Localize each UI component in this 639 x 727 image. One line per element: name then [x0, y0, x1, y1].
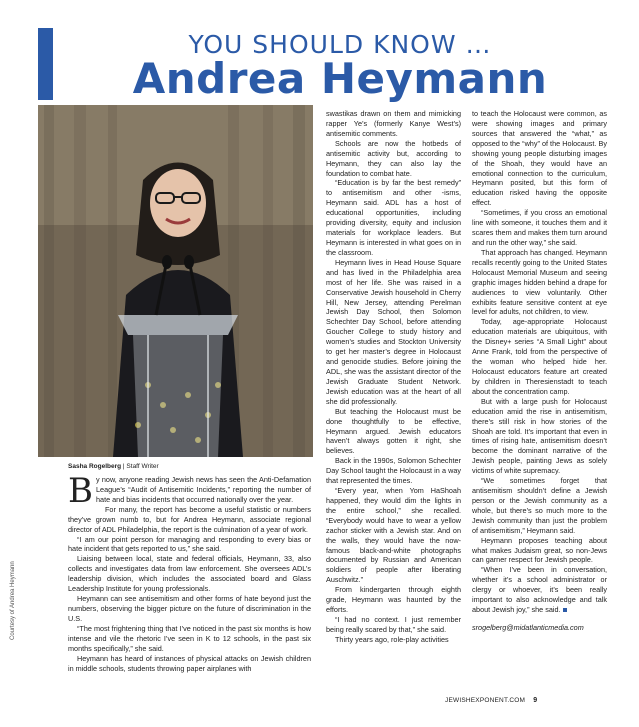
paragraph: [68, 471, 311, 511]
page-footer: [445, 697, 537, 704]
portrait-photo: [38, 105, 313, 457]
photo-credit: Courtesy of Andrea Heymann: [10, 561, 16, 640]
paragraph: Heymann lives in Head House Square and has lived in the Philadelphia area most of her life. She was raised in a Conservative Jewish household in Cherry Hill, New Jersey, attending Perelman Jewish Day School, then Solomon Schechter Day School, before attending Goucher College to study history and women’s studies and Stockton University to get her master’s degree in Holocaust and genocide studies. Before joining the ADL, she was the assistant director of the Jewish Graduate Student Network. Jewish education was at the heart of all she did professionally.: [326, 257, 461, 406]
drop-cap: B: [68, 471, 93, 511]
article-column-3: [472, 109, 607, 633]
paragraph: But with a large push for Holocaust education amid the rise in antisemitism, there’s still risk in how stories of the Shoah are told. It’s important that even in times of rising hate, antisemitism doesn’t become the dominant narrative of the Jewish people, painting Jews as solely victims of white supremacy.: [472, 396, 607, 476]
paragraph: But teaching the Holocaust must be done thoughtfully to be effective, Heymann argued. Jewish educators haven’t always gotten it right, she believes.: [326, 406, 461, 456]
paragraph: “I had no context. I just remember being really scared by that,” she said.: [326, 615, 461, 634]
kicker-heading: YOU SHOULD KNOW …: [188, 30, 492, 59]
paragraph: Back in the 1990s, Solomon Schechter Day School taught the Holocaust in a way that represented the times.: [326, 456, 461, 486]
article-column-2: [326, 109, 461, 645]
end-mark: [563, 608, 567, 612]
paragraph: That approach has changed. Heymann recalls recently going to the United States Holocaust Memorial Museum and seeing graphic images hidden behind a drape for audiences to view voluntarily. Other exhibits feature sensitive content at eye level for adults, not children, to view.: [472, 247, 607, 317]
paragraph: “I am our point person for managing and responding to every bias or hate incident that gets reported to us,” she said.: [68, 534, 311, 554]
paragraph-text: y now, anyone reading Jewish news has seen the Anti-Defamation League’s “Audit of Antisemitic Incidents,” reporting the number of hate and bias incidents that occurred nationally over the year.: [96, 475, 311, 504]
paragraph: to teach the Holocaust were common, as were showing images and primary sources that answered the “what,” as opposed to the “why” of the Holocaust. By showing young people disturbing images of the Shoah, they would have an emotional connection to the curriculum, Heymann posited, but this form of education risked having the opposite effect.: [472, 109, 607, 208]
paragraph: “Education is by far the best remedy” to antisemitism and other -isms, Heymann said. ADL has a host of educational opportunities, including providing diversity, equity and inclusion materials for workplace leaders. But Heymann is interested in what goes on in the classroom.: [326, 178, 461, 257]
article-column-1: [68, 471, 311, 673]
page-number: 9: [533, 697, 538, 704]
paragraph: Today, age-appropriate Holocaust education materials are ubiquitous, with the Disney+ series “A Small Light” about Anne Frank, told from the perspective of the woman who helped hide her. Holocaust educators feature art created by children in Theresienstadt to teach about the concentration camp.: [472, 317, 607, 396]
paragraph: “We sometimes forget that antisemitism shouldn’t define a Jewish person or the Jewish community as a whole, but there’s so much more to the Jewish community than just the problem of antisemitism,” Heymann said.: [472, 476, 607, 535]
paragraph: “Every year, when Yom HaShoah happened, they would dim the lights in the entire school,” she recalled. “Everybody would have to wear a yellow zachor sticker with a Jewish star. And on the walls, they would have the now-famous black-and-white photographs documented by Russian and American soldiers of people after liberating Auschwitz.”: [326, 486, 461, 585]
accent-bar: [38, 28, 53, 100]
photo-illustration: [38, 105, 313, 457]
paragraph: From kindergarten through eighth grade, Heymann was haunted by the efforts.: [326, 585, 461, 615]
byline: [68, 463, 159, 470]
paragraph: Liaising between local, state and federal officials, Heymann, 33, also collects and investigates data from law enforcement. She oversees ADL’s leadership division, which includes the associated board and Glass Leadership Institute for young professionals.: [68, 554, 311, 594]
article-headline: Andrea Heymann: [132, 54, 548, 103]
paragraph: For many, the report has become a useful statistic or numbers they’ve grown numb to, but for Andrea Heymann, associate regional director of ADL Philadelphia, the report is the culmination of a year of work.: [68, 504, 311, 534]
paragraph: Schools are now the hotbeds of antisemitic activity but, according to Heymann, they can also lay the foundation to combat hate.: [326, 138, 461, 178]
author-email[interactable]: srogelberg@midatlanticmedia.com: [472, 623, 584, 633]
byline-author: Sasha Rogelberg: [68, 463, 122, 470]
paragraph: Heymann can see antisemitism and other forms of hate beyond just the numbers, observing the bigger picture on the future of discrimination in the U.S.: [68, 594, 311, 623]
paragraph: swastikas drawn on them and mimicking rapper Ye’s (formerly Kanye West’s) antisemitic comments.: [326, 109, 461, 138]
paragraph: Heymann has heard of instances of physical attacks on Jewish children in middle schools, students throwing paper airplanes with: [68, 653, 311, 673]
paragraph: “The most frightening thing that I’ve noticed in the past six months is how intense and vile the rhetoric I’ve seen in K to 12 schools, in the past six months specifically,” she said.: [68, 623, 311, 653]
footer-site[interactable]: JEWISHEXPONENT.COM: [445, 697, 526, 704]
paragraph: “Sometimes, if you cross an emotional line with someone, it touches them and it scares them and makes them turn around and run the other way,” she said.: [472, 208, 607, 247]
paragraph-text: “When I’ve been in conversation, whether it’s a school administrator or clergy or whoever, it’s been really important to also acknowledge and talk about Jewish joy,” she said.: [472, 565, 607, 615]
paragraph: Heymann proposes teaching about what makes Judaism great, so non-Jews can garner respect for Jewish people.: [472, 535, 607, 565]
byline-separator: |: [122, 463, 127, 470]
byline-role: Staff Writer: [126, 463, 159, 470]
paragraph: [472, 565, 607, 615]
paragraph: Thirty years ago, role-play activities: [335, 634, 449, 644]
